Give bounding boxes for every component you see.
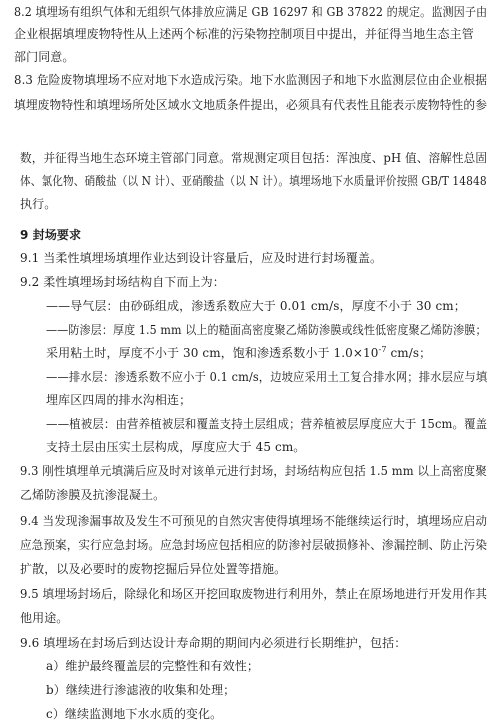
- text-line: 9.1 当柔性填埋场填埋作业达到设计容量后，应及时进行封场覆盖。: [20, 251, 383, 265]
- list-item: c）继续监测地下水水质的变化。: [46, 707, 223, 721]
- text-line: ——排水层：渗透系数不应小于 0.1 cm/s，边坡应采用土工复合排水网；排水层应与填: [46, 370, 488, 384]
- text-line: 9.4 当发现渗漏事故及发生不可预见的自然灾害使得填埋场不能继续运行时，填埋场应启动: [20, 514, 488, 528]
- text-line: 数，并征得当地生态环境主管部门同意。常规测定项目包括：浑浊度、pH 值、溶解性总固: [20, 151, 488, 165]
- text-line: 9.5 填埋场封场后，除绿化和场区开挖回取废物进行利用外，禁止在原场地进行开发用作其: [20, 587, 488, 601]
- text-line: 部门同意。: [14, 50, 75, 64]
- text-line-main: 采用粘土时，厚度不小于 30 cm，饱和渗透系数小于 1.0×10: [46, 346, 379, 360]
- text-line: 执行。: [20, 197, 57, 211]
- text-line: ——植被层：由营养植被层和覆盖支持土层组成；营养植被层厚度应大于 15cm。覆盖: [46, 417, 488, 431]
- text-line: 支持土层由压实土层构成，厚度应大于 45 cm。: [46, 440, 306, 454]
- text-line: 填埋废物特性和填埋场所处区域水文地质条件提出，必须具有代表性且能表示废物特性的参: [14, 98, 488, 112]
- text-line: 乙烯防渗膜及抗渗混凝土。: [20, 488, 166, 502]
- text-line: 埋库区四周的排水沟相连；: [46, 393, 192, 407]
- list-item: b）继续进行渗滤液的收集和处理；: [46, 683, 236, 697]
- text-line: 9.2 柔性填埋场封场结构自下而上为：: [20, 275, 225, 289]
- section-heading: 9 封场要求: [20, 228, 82, 242]
- text-line: 应急预案，实行应急封场。应急封场应包括相应的防渗衬层破损修补、渗漏控制、防止污染: [20, 538, 488, 552]
- text-line: 体、氯化物、硝酸盐（以 N 计）、亚硝酸盐（以 N 计）。填埋场地下水质量评价按照 GB/T 14848: [20, 174, 487, 188]
- text-line: [46, 343, 487, 363]
- text-line: ——防渗层：厚度 1.5 mm 以上的糙面高密度聚乙烯防渗膜或线性低密度聚乙烯防渗膜；: [46, 323, 487, 337]
- list-item: a）维护最终覆盖层的完整性和有效性；: [46, 659, 259, 673]
- text-line: 企业根据填埋废物特性从上述两个标准的污染物控制项目中提出，并征得当地生态主管: [14, 27, 474, 41]
- text-line: 他用途。: [20, 611, 69, 625]
- text-line-unit: cm/s；: [386, 346, 432, 360]
- text-line: 8.3 危险废物填埋场不应对地下水造成污染。地下水监测因子和地下水监测层位由企业根据: [14, 73, 488, 87]
- text-line: 9.3 刚性填埋单元填满后应及时对该单元进行封场，封场结构应包括 1.5 mm 以上高密度聚: [20, 464, 487, 478]
- text-line: 9.6 填埋场在封场后到达设计寿命期的期间内必须进行长期维护，包括：: [20, 636, 407, 650]
- text-line: 8.2 填埋场有组织气体和无组织气体排放应满足 GB 16297 和 GB 37822 的规定。监测因子由: [14, 5, 488, 19]
- text-line: 扩散，以及必要时的废物挖掘后异位处置等措施。: [20, 562, 287, 576]
- superscript-exponent: -7: [378, 345, 387, 354]
- text-line: ——导气层：由砂砾组成，渗透系数应大于 0.01 cm/s，厚度不小于 30 cm；: [46, 299, 466, 313]
